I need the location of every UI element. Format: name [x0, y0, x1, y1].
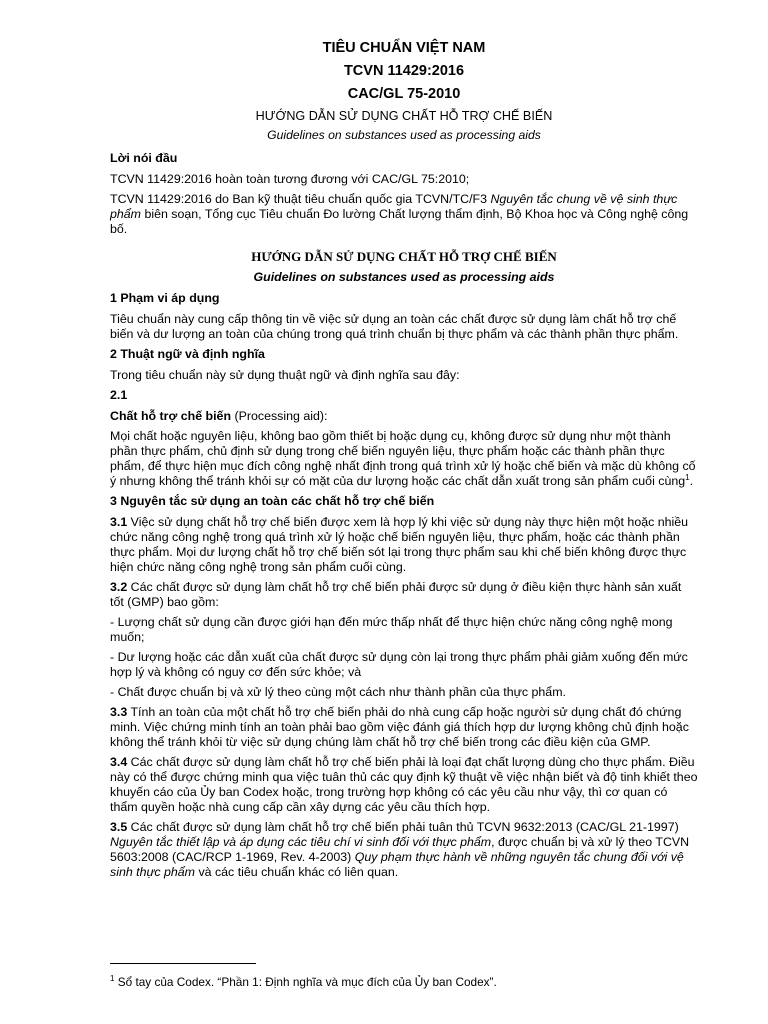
document-header: [110, 40, 698, 143]
footnote-mark: 1: [110, 974, 115, 984]
foreword-paragraph-2: TCVN 11429:2016 do Ban kỹ thuật tiêu chuẩn quốc gia TCVN/TC/F3 Nguyên tắc chung về vệ sinh thực phẩm biên soạn, Tổng cục Tiêu chuẩn Đo lường Chất lượng thẩm định, Bộ Khoa học và Công nghệ công bố.: [110, 192, 689, 236]
standard-title: TIÊU CHUẨN VIỆT NAM: [322, 40, 486, 56]
standard-number: TCVN 11429:2016: [343, 63, 465, 79]
term-definition: Mọi chất hoặc nguyên liệu, không bao gồm thiết bị hoặc dụng cụ, không được sử dụng như một thành phần thực phẩm, chủ định sử dụng trong chế biến nguyên liệu, thực phẩm hoặc các thành phần thực phẩm, để thực hiện mục đích công nghệ nhất định trong quá trình xử lý hoặc chế biến và mặc dù không cố ý nhưng không thể tránh khỏi sự có mặt của dư lượng hoặc các chất dẫn xuất trong sản phẩm cuối cùng$^1$.: [110, 429, 696, 488]
section-3-heading: 3 Nguyên tắc sử dụng an toàn các chất hỗ trợ chế biến: [110, 494, 435, 508]
section-2-intro: Trong tiêu chuẩn này sử dụng thuật ngữ và định nghĩa sau đây:: [110, 368, 460, 382]
footnote-reference[interactable]: 1: [685, 472, 690, 482]
list-item: - Lượng chất sử dụng cần được giới hạn đến mức thấp nhất để thực hiện chức năng công nghệ mong muốn;: [110, 615, 673, 644]
clause-3-4: 3.4 Các chất được sử dụng làm chất hỗ trợ chế biến phải là loại đạt chất lượng dùng cho thực phẩm. Điều này có thể được chứng minh qua việc tuân thủ các quy định kỹ thuật về việc nhận biết và độ tinh khiết theo khuyến cáo của Ủy ban Codex hoặc, trong trường hợp không có các yêu cầu như vậy, thì cơ quan có thẩm quyền hoặc nhà cung cấp cần xây dựng các yêu cầu thích hợp.: [110, 755, 698, 814]
list-item: - Dư lượng hoặc các dẫn xuất của chất được sử dụng còn lại trong thực phẩm phải giảm xuống đến mức hợp lý và không có nguy cơ đến sức khỏe; và: [110, 650, 688, 679]
footnote: $^1$ Sổ tay của Codex. “Phần 1: Định nghĩa và mục đích của Ủy ban Codex”.: [110, 974, 497, 989]
section-2-heading: 2 Thuật ngữ và định nghĩa: [110, 347, 265, 361]
document-subtitle-en: Guidelines on substances used as processing aids: [267, 128, 541, 142]
term-processing-aid: Chất hỗ trợ chế biến (Processing aid):: [110, 409, 328, 423]
main-title: HƯỚNG DẪN SỬ DỤNG CHẤT HỖ TRỢ CHẾ BIẾN: [251, 249, 557, 264]
section-1-text: Tiêu chuẩn này cung cấp thông tin về việc sử dụng an toàn các chất được sử dụng làm chất hỗ trợ chế biến và dư lượng an toàn của chúng trong quá trình chuẩn bị thực phẩm và các thành phần thực phẩm.: [110, 312, 679, 341]
section-1-heading: 1 Phạm vi áp dụng: [110, 291, 220, 305]
document-subtitle: HƯỚNG DẪN SỬ DỤNG CHẤT HỖ TRỢ CHẾ BIẾN: [255, 109, 553, 123]
codex-number: CAC/GL 75-2010: [347, 86, 461, 102]
clause-3-2: 3.2 Các chất được sử dụng làm chất hỗ trợ chế biến phải được sử dụng ở điều kiện thực hành sản xuất tốt (GMP) bao gồm:: [110, 580, 682, 609]
foreword-paragraph-1: TCVN 11429:2016 hoàn toàn tương đương với CAC/GL 75:2010;: [110, 172, 470, 186]
clause-2-1-number: 2.1: [110, 388, 128, 402]
list-item: - Chất được chuẩn bị và xử lý theo cùng một cách như thành phần của thực phẩm.: [110, 685, 566, 699]
clause-3-1: 3.1 Việc sử dụng chất hỗ trợ chế biến được xem là hợp lý khi việc sử dụng này thực hiện một hoặc nhiều chức năng công nghệ trong quá trình xử lý hoặc chế biến nguyên liệu, thực phẩm, hoặc các thành phần thực phẩm. Mọi dư lượng chất hỗ trợ chế biến sót lại trong thực phẩm sau khi chế biến không được thực hiện chức năng công nghệ trong sản phẩm cuối cùng.: [110, 515, 689, 574]
footnote-divider: [110, 963, 256, 964]
main-title-block: [110, 249, 698, 285]
clause-3-3: 3.3 Tính an toàn của một chất hỗ trợ chế biến phải do nhà cung cấp hoặc người sử dụng chất đó chứng minh. Việc chứng minh tính an toàn phải bao gồm việc đánh giá thích hợp dư lượng không chủ định hoặc không thể tránh khỏi từ việc sử dụng chúng làm chất hỗ trợ chế biến trong các điều kiện của GMP.: [110, 705, 689, 749]
clause-3-5: 3.5 Các chất được sử dụng làm chất hỗ trợ chế biến phải tuân thủ TCVN 9632:2013 (CAC/GL 21-1997) Nguyên tắc thiết lập và áp dụng các tiêu chí vi sinh đối với thực phẩm, được chuẩn bị và xử lý theo TCVN 5603:2008 (CAC/RCP 1-1969, Rev. 4-2003) Quy phạm thực hành về những nguyên tắc chung đối với vệ sinh thực phẩm và các tiêu chuẩn khác có liên quan.: [110, 820, 690, 879]
main-title-en: Guidelines on substances used as processing aids: [253, 270, 555, 284]
foreword-heading: Lời nói đầu: [110, 151, 178, 165]
